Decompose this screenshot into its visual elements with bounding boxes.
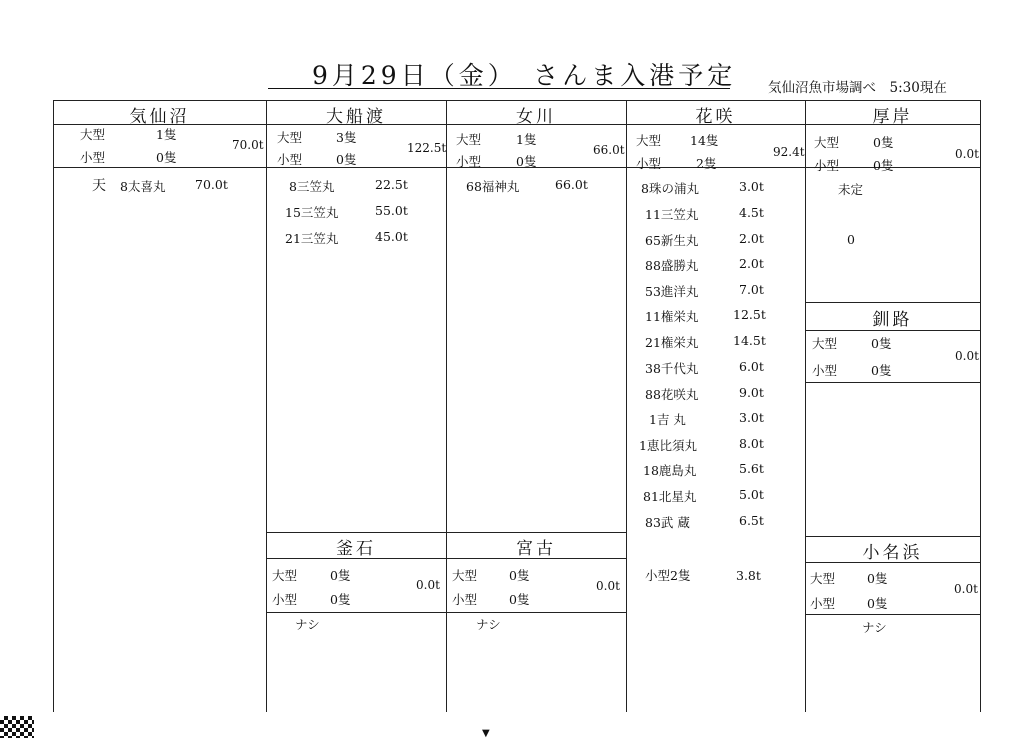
port-total: 66.0t [593, 143, 625, 157]
vessel-name: 53進洋丸 [645, 284, 699, 299]
small-label: 小型 [452, 592, 478, 607]
kamaishi-note: ナシ [295, 617, 320, 632]
small-label: 小型 [277, 152, 303, 167]
large-label: 大型 [456, 132, 482, 147]
table-top-border [53, 100, 980, 101]
col-divider-2 [446, 100, 447, 712]
large-label: 大型 [636, 133, 662, 148]
vessel-name: 8三笠丸 [289, 179, 335, 194]
vessel-tons: 8.0t [739, 436, 764, 451]
vessel-name: 1吉 丸 [649, 412, 686, 427]
large-label: 大型 [812, 336, 838, 351]
header-ofunato: 大船渡 [326, 107, 386, 127]
vessel-name: 8太喜丸 [120, 179, 166, 194]
small-label: 小型 [272, 592, 298, 607]
kushiro-header-divider [805, 330, 980, 331]
vessel-tons: 9.0t [739, 385, 764, 400]
vessel-name: 88盛勝丸 [645, 258, 699, 273]
small-label: 小型 [812, 363, 838, 378]
vessel-tons: 7.0t [739, 282, 764, 297]
large-count: 0隻 [867, 571, 888, 586]
scan-edge-pattern [0, 716, 34, 738]
small-vessel-summary: 小型2隻 [645, 568, 691, 583]
large-label: 大型 [277, 130, 303, 145]
vessel-name: 1恵比須丸 [639, 438, 697, 453]
small-label: 小型 [456, 154, 482, 169]
large-label: 大型 [452, 568, 478, 583]
small-label: 小型 [80, 150, 106, 165]
lower-box-summary-divider [266, 612, 626, 613]
large-count: 1隻 [156, 127, 177, 142]
vessel-tons: 14.5t [733, 333, 766, 348]
small-count: 0隻 [516, 154, 537, 169]
small-count: 0隻 [873, 158, 894, 173]
port-total: 92.4t [773, 145, 805, 159]
small-label: 小型 [636, 156, 662, 171]
vessel-tons: 4.5t [739, 205, 764, 220]
vessel-name: 8珠の浦丸 [641, 181, 699, 196]
konahama-note: ナシ [862, 620, 887, 635]
header-miyako: 宮古 [516, 539, 556, 559]
port-total: 0.0t [955, 349, 979, 363]
vessel-name: 68福神丸 [466, 179, 520, 194]
small-count: 2隻 [696, 156, 717, 171]
large-count: 3隻 [336, 130, 357, 145]
kushiro-summary-divider [805, 382, 980, 383]
vessel-tons: 45.0t [375, 229, 408, 244]
large-count: 0隻 [871, 336, 892, 351]
konahama-box-top [805, 536, 980, 537]
lower-box-top [266, 532, 626, 533]
konahama-summary-divider [805, 614, 980, 615]
small-count: 0隻 [336, 152, 357, 167]
page-title: 9月29日（金） さんま入港予定 [312, 61, 737, 90]
small-count: 0隻 [871, 363, 892, 378]
akkeshi-note: 未定 [838, 182, 864, 197]
page-marker-icon: ▼ [482, 728, 490, 739]
header-hanasaki: 花咲 [695, 107, 736, 127]
kushiro-box-top [805, 302, 980, 303]
port-total: 0.0t [416, 578, 440, 592]
small-label: 小型 [810, 596, 836, 611]
vessel-tons: 2.0t [739, 231, 764, 246]
vessel-name: 81北星丸 [643, 489, 697, 504]
large-count: 14隻 [690, 133, 719, 148]
col-divider-1 [266, 100, 267, 712]
large-count: 0隻 [509, 568, 530, 583]
vessel-name: 18鹿島丸 [643, 463, 697, 478]
vessel-name: 21三笠丸 [285, 231, 339, 246]
table-right-border [980, 100, 981, 712]
header-kesennuma: 気仙沼 [129, 107, 190, 127]
source-note: 気仙沼魚市場調べ 5:30現在 [768, 80, 947, 96]
vessel-tons: 3.0t [739, 179, 764, 194]
vessel-name: 15三笠丸 [285, 205, 339, 220]
large-count: 1隻 [516, 132, 537, 147]
small-count: 0隻 [156, 150, 177, 165]
vessel-tons: 6.5t [739, 513, 764, 528]
vessel-tons: 3.0t [739, 410, 764, 425]
header-onagawa: 女川 [516, 107, 556, 127]
small-label: 小型 [814, 158, 840, 173]
title-underline [268, 88, 730, 89]
small-count: 0隻 [330, 592, 351, 607]
large-count: 0隻 [330, 568, 351, 583]
vessel-name: 88花咲丸 [645, 387, 699, 402]
small-count: 0隻 [867, 596, 888, 611]
weather-mark: 天 [92, 178, 106, 194]
vessel-name: 11権栄丸 [645, 309, 699, 324]
vessel-name: 21権栄丸 [645, 335, 699, 350]
header-kamaishi: 釜石 [336, 539, 376, 559]
col-divider-4 [805, 100, 806, 712]
port-total: 70.0t [232, 138, 264, 152]
table-left-border [53, 100, 54, 712]
vessel-tons: 2.0t [739, 256, 764, 271]
large-label: 大型 [272, 568, 298, 583]
vessel-tons: 55.0t [375, 203, 408, 218]
col-divider-3 [626, 100, 627, 712]
small-count: 0隻 [509, 592, 530, 607]
miyako-note: ナシ [476, 617, 501, 632]
header-kushiro: 釧路 [872, 310, 913, 330]
port-total: 122.5t [407, 141, 447, 155]
vessel-tons: 66.0t [555, 177, 588, 192]
port-total: 0.0t [596, 579, 620, 593]
vessel-name: 65新生丸 [645, 233, 699, 248]
vessel-tons: 12.5t [733, 307, 766, 322]
vessel-tons: 6.0t [739, 359, 764, 374]
large-label: 大型 [814, 135, 840, 150]
vessel-name: 83武 蔵 [645, 515, 690, 530]
vessel-name: 38千代丸 [645, 361, 699, 376]
vessel-tons: 22.5t [375, 177, 408, 192]
vessel-tons: 3.8t [736, 568, 761, 583]
port-total: 0.0t [955, 147, 979, 161]
large-count: 0隻 [873, 135, 894, 150]
header-konahama: 小名浜 [862, 543, 923, 563]
port-total: 0.0t [954, 582, 978, 596]
vessel-name: 11三笠丸 [645, 207, 699, 222]
vessel-tons: 70.0t [195, 177, 228, 192]
header-akkeshi: 厚岸 [872, 107, 913, 127]
vessel-tons: 5.0t [739, 487, 764, 502]
vessel-tons: 5.6t [739, 461, 764, 476]
akkeshi-count: 0 [847, 232, 855, 247]
large-label: 大型 [80, 127, 106, 142]
large-label: 大型 [810, 571, 836, 586]
